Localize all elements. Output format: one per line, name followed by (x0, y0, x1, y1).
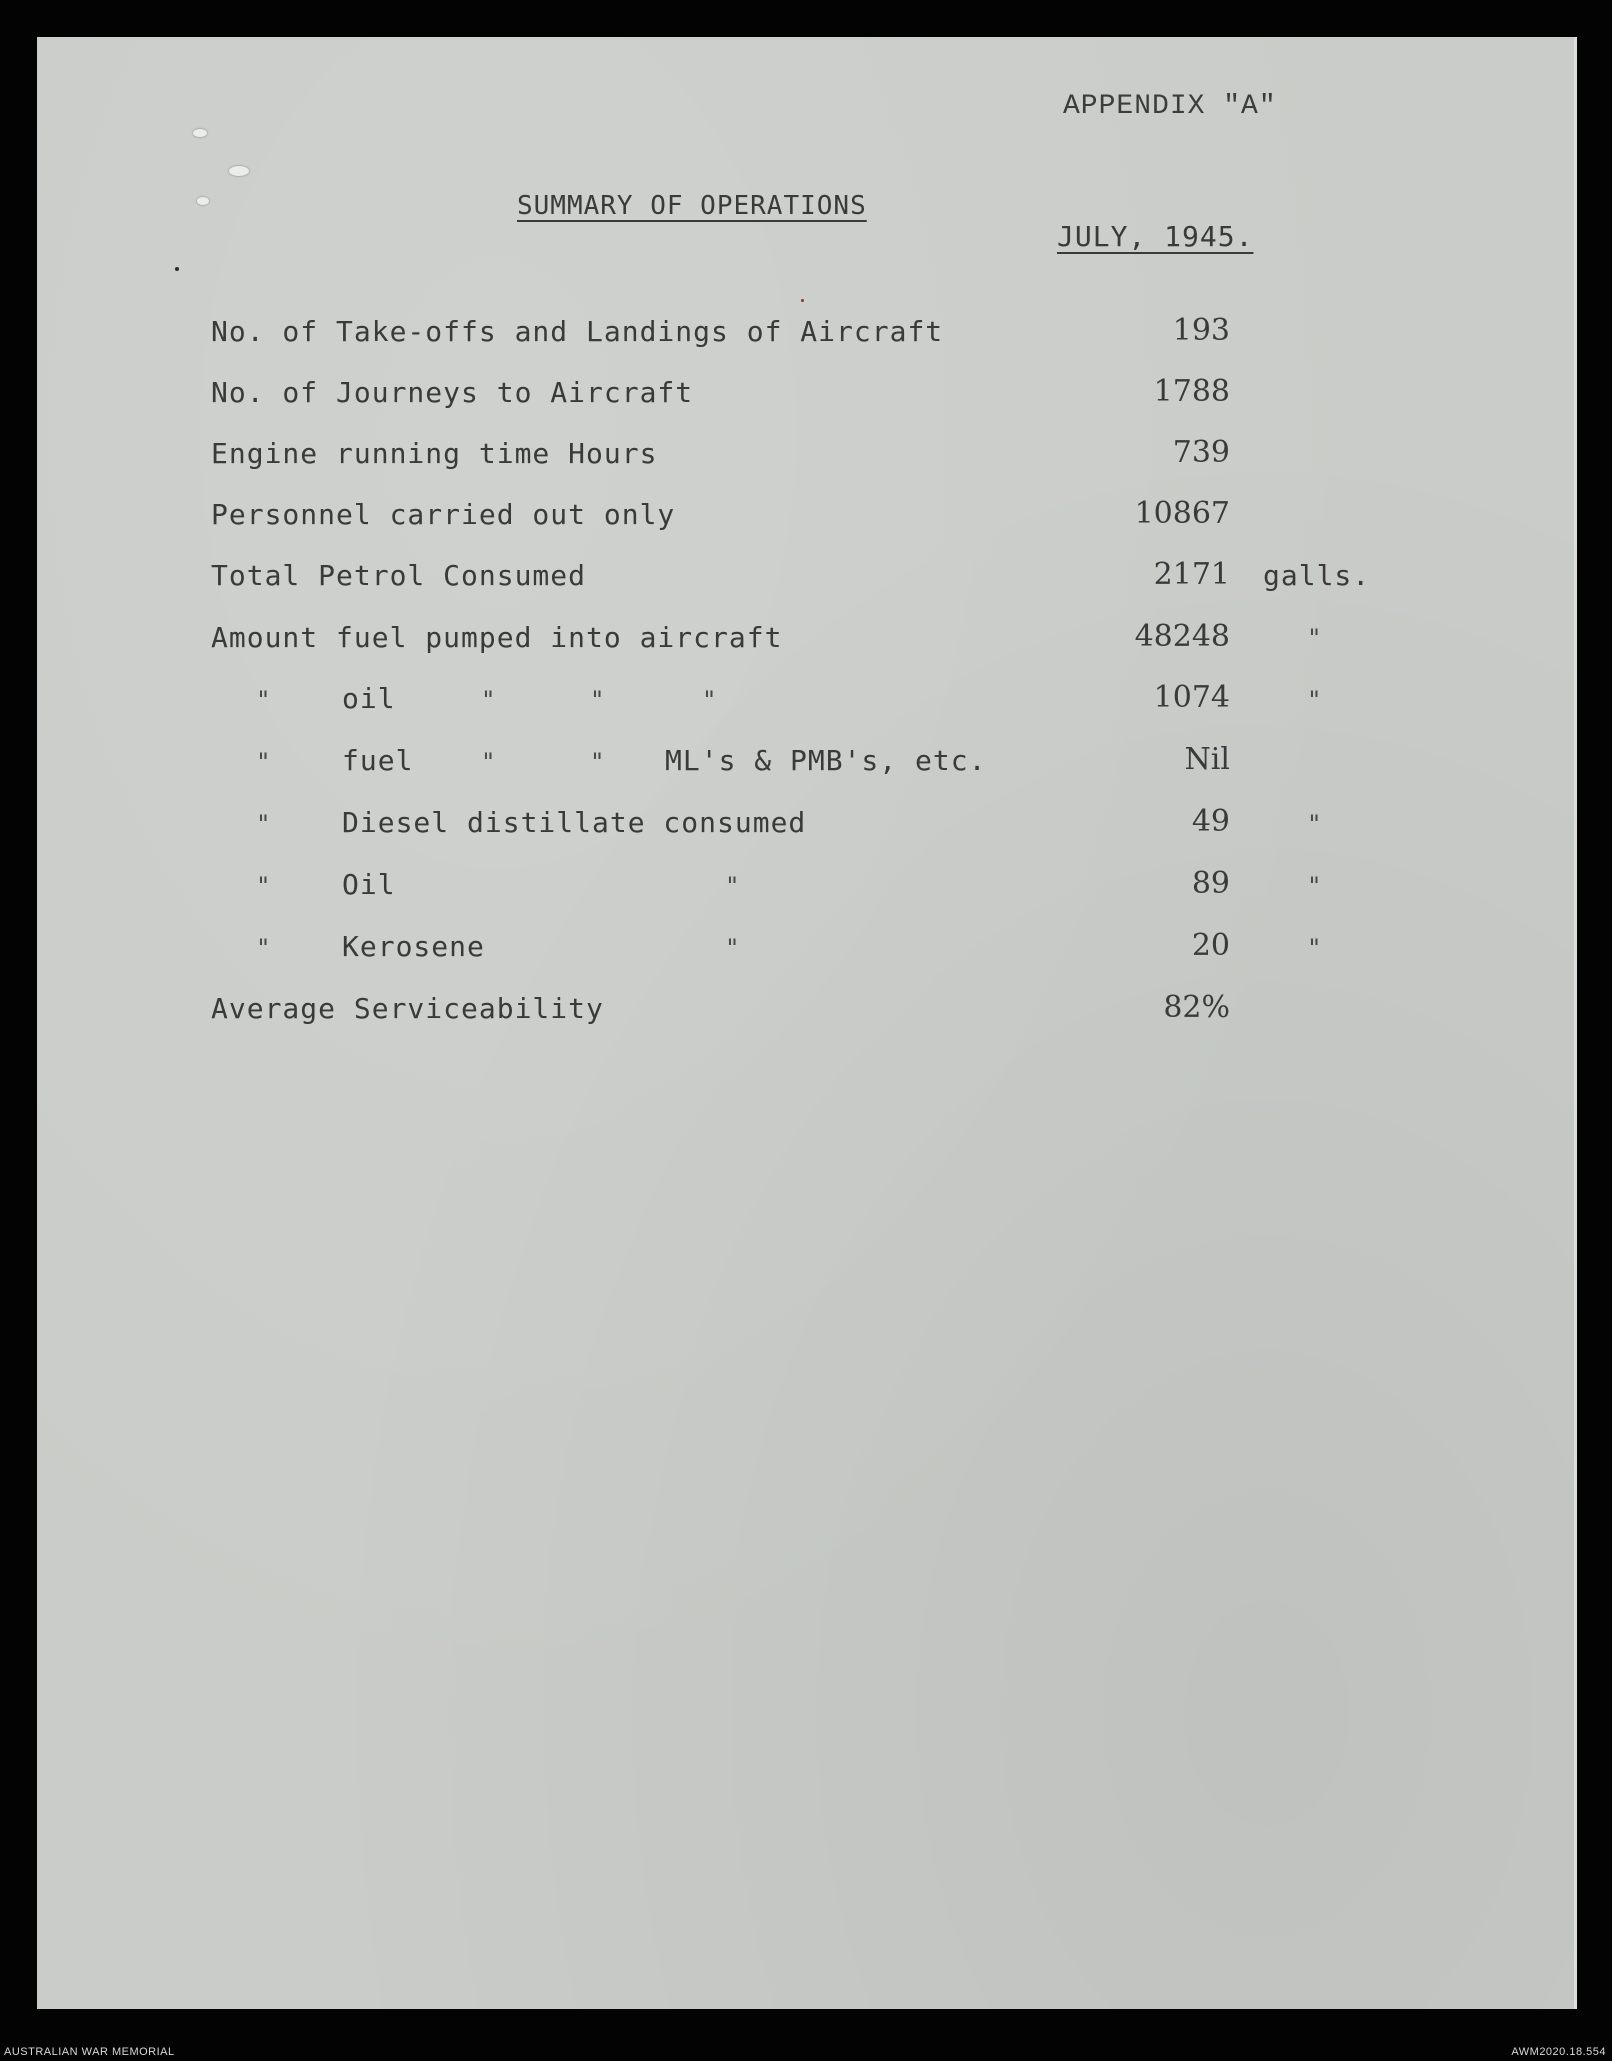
row-label: Amount fuel pumped into aircraft (211, 621, 783, 654)
row-value: 20 (1191, 928, 1230, 963)
row-value: 48248 (1134, 619, 1230, 654)
archive-credit: AUSTRALIAN WAR MEMORIAL (4, 2046, 175, 2058)
ditto-mark: " (725, 934, 741, 962)
row-unit: galls. (1263, 559, 1371, 592)
row-value: 1074 (1153, 680, 1230, 715)
row-value: 49 (1191, 804, 1230, 839)
ditto-mark: " (1307, 686, 1323, 714)
ditto-mark: " (256, 810, 272, 838)
row-value: 10867 (1134, 496, 1230, 531)
typed-page (37, 37, 1577, 2009)
row-value: 1788 (1153, 374, 1230, 409)
ditto-mark: " (1307, 872, 1323, 900)
ditto-mark: " (590, 748, 606, 776)
row-value: 193 (1172, 313, 1230, 348)
row-label: No. of Take-offs and Landings of Aircraft (211, 315, 944, 348)
row-label: oil (342, 682, 396, 715)
row-label: Average Serviceability (211, 992, 604, 1025)
ditto-mark: " (702, 686, 718, 714)
ink-speck (801, 299, 804, 302)
row-value: 2171 (1153, 557, 1230, 592)
ditto-mark: " (481, 748, 497, 776)
row-label: No. of Journeys to Aircraft (211, 376, 694, 409)
page-title: SUMMARY OF OPERATIONS (517, 191, 867, 221)
ditto-mark: " (256, 872, 272, 900)
row-label: Engine running time Hours (211, 437, 658, 470)
ditto-mark: " (590, 686, 606, 714)
row-label: Kerosene (342, 930, 485, 963)
ditto-mark: " (256, 686, 272, 714)
row-label: fuel (342, 744, 414, 777)
ditto-mark: " (256, 748, 272, 776)
ditto-mark: " (256, 934, 272, 962)
row-value: Nil (1184, 742, 1230, 777)
row-value: 89 (1191, 866, 1230, 901)
row-label: Total Petrol Consumed (211, 559, 587, 592)
row-value: 82% (1163, 990, 1230, 1025)
row-value: 739 (1172, 435, 1230, 470)
ditto-mark: " (1307, 810, 1323, 838)
ditto-mark: " (725, 872, 741, 900)
punch-hole-mark (229, 166, 249, 176)
row-label: Diesel distillate consumed (342, 806, 807, 839)
ditto-mark: " (1307, 624, 1323, 652)
appendix-label: APPENDIX "A" (1063, 91, 1277, 122)
row-label: Oil (342, 868, 396, 901)
ditto-mark: " (1307, 934, 1323, 962)
ditto-mark: " (481, 686, 497, 714)
punch-hole-mark (197, 197, 209, 205)
row-extra-label: ML's & PMB's, etc. (665, 744, 987, 777)
row-label: Personnel carried out only (211, 498, 676, 531)
report-date: JULY, 1945. (1057, 220, 1254, 253)
archive-reference: AWM2020.18.554 (1511, 2046, 1606, 2058)
punch-hole-mark (193, 129, 207, 137)
ink-speck (175, 267, 179, 271)
